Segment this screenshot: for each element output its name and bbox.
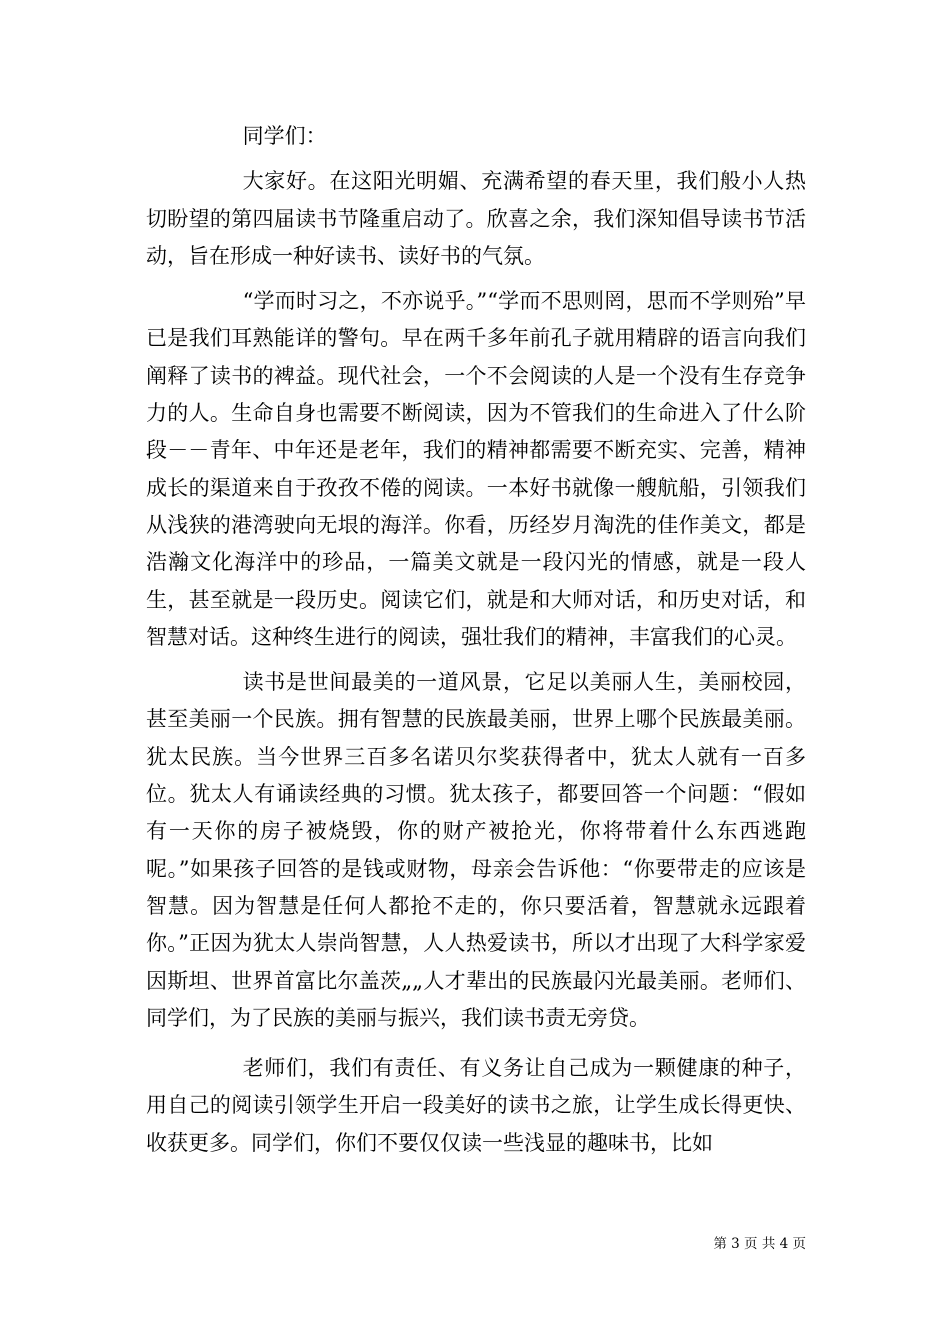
paragraph-3: 读书是世间最美的一道风景，它足以美丽人生，美丽校园，甚至美丽一个民族。拥有智慧的民族最美丽，世界上哪个民族最美丽。犹太民族。当今世界三百多名诺贝尔奖获得者中，犹太人就有一百多位。犹太人有诵读经典的习惯。犹太孩子，都要回答一个问题：“假如有一天你的房子被烧毁，你的财产被抢光，你将带着什么东西逃跑呢。”如果孩子回答的是钱或财物，母亲会告诉他：“你要带走的应该是智慧。因为智慧是任何人都抢不走的，你只要活着，智慧就永远跟着你。”正因为犹太人崇尚智慧，人人热爱读书，所以才出现了大科学家爱因斯坦、世界首富比尔盖茨„„人才辈出的民族最闪光最美丽。老师们、同学们，为了民族的美丽与振兴，我们读书责无旁贷。 xyxy=(146,670,806,1030)
paragraph-4: 老师们，我们有责任、有义务让自己成为一颗健康的种子，用自己的阅读引领学生开启一段美好的读书之旅，让学生成长得更快、收获更多。同学们，你们不要仅仅读一些浅显的趣味书，比如 xyxy=(146,1056,806,1155)
paragraph-2: “学而时习之，不亦说乎。”“学而不思则罔，思而不学则殆”早已是我们耳熟能详的警句。早在两千多年前孔子就用精辟的语言向我们阐释了读书的裨益。现代社会，一个不会阅读的人是一个没有生存竞争力的人。生命自身也需要不断阅读，因为不管我们的生命进入了什么阶段－－青年、中年还是老年，我们的精神都需要不断充实、完善，精神成长的渠道来自于孜孜不倦的阅读。一本好书就像一艘航船，引领我们从浅狭的港湾驶向无垠的海洋。你看，历经岁月淘洗的佳作美文，都是浩瀚文化海洋中的珍品，一篇美文就是一段闪光的情感，就是一段人生，甚至就是一段历史。阅读它们，就是和大师对话，和历史对话，和智慧对话。这种终生进行的阅读，强壮我们的精神，丰富我们的心灵。 xyxy=(146,289,806,649)
document-body xyxy=(146,118,806,1162)
greeting: 同学们： xyxy=(242,124,327,148)
paragraph-1: 大家好。在这阳光明媚、充满希望的春天里，我们般小人热切盼望的第四届读书节隆重启动了。欣喜之余，我们深知倡导读书节活动，旨在形成一种好读书、读好书的气氛。 xyxy=(146,169,806,268)
page-number: 第 3 页 共 4 页 xyxy=(713,1236,806,1252)
